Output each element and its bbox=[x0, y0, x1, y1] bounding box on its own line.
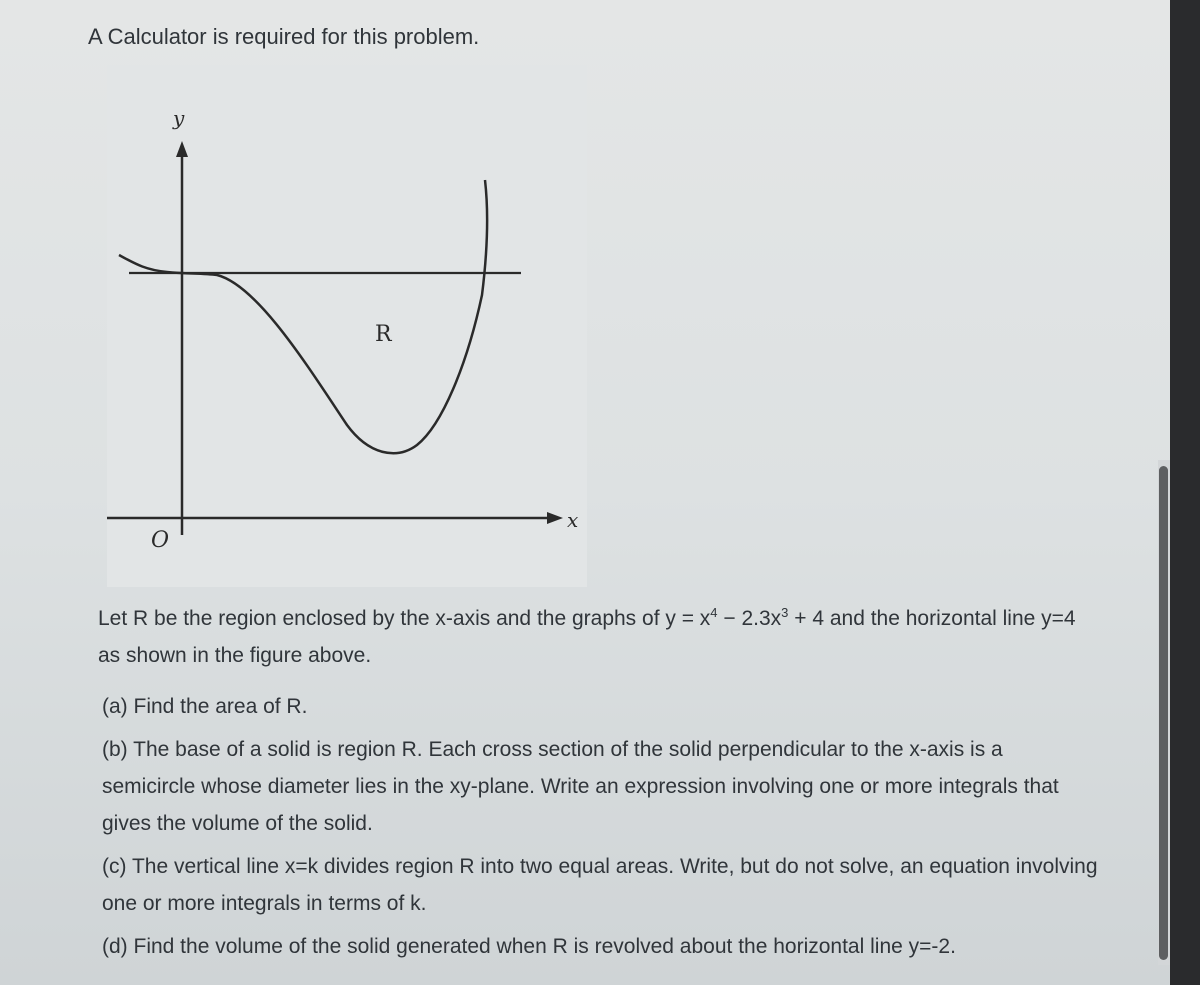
part-d: (d) Find the volume of the solid generated when R is revolved about the horizontal line y=-2. bbox=[102, 935, 956, 958]
exponent-4: 4 bbox=[710, 605, 718, 620]
statement-part-2: − 2.3x bbox=[717, 607, 782, 630]
exponent-3: 3 bbox=[781, 605, 789, 620]
part-b: (b) The base of a solid is region R. Each cross section of the solid perpendicular to the x-axis is a semicircle whose diameter lies in the xy-plane. Write an expression involving one or more integrals that gives the volume of the solid. bbox=[102, 738, 1059, 835]
y-axis-arrow-icon bbox=[176, 141, 188, 157]
scrollbar-thumb[interactable] bbox=[1159, 466, 1168, 960]
region-label: R bbox=[375, 322, 392, 347]
part-c: (c) The vertical line x=k divides region R into two equal areas. Write, but do not solve, an equation involving one or more integrals in terms of k. bbox=[102, 855, 1098, 915]
part-a: (a) Find the area of R. bbox=[102, 695, 308, 718]
origin-label: O bbox=[151, 528, 170, 553]
statement-part-3: + 4 and the horizontal line y=4 as shown in the figure above. bbox=[98, 607, 1076, 667]
x-axis-label: x bbox=[567, 508, 579, 532]
problem-statement bbox=[98, 600, 1098, 674]
graph-svg bbox=[107, 65, 587, 587]
problem-text bbox=[98, 600, 1098, 971]
statement-part-1: Let R be the region enclosed by the x-axis and the graphs of y = x bbox=[98, 607, 711, 630]
graph-figure bbox=[107, 65, 587, 587]
curve-quartic bbox=[119, 180, 487, 453]
calculator-notice: A Calculator is required for this problem. bbox=[88, 24, 480, 49]
y-axis-label: y bbox=[173, 106, 185, 130]
x-axis-arrow-icon bbox=[547, 512, 563, 524]
screen-bezel bbox=[1170, 0, 1200, 985]
